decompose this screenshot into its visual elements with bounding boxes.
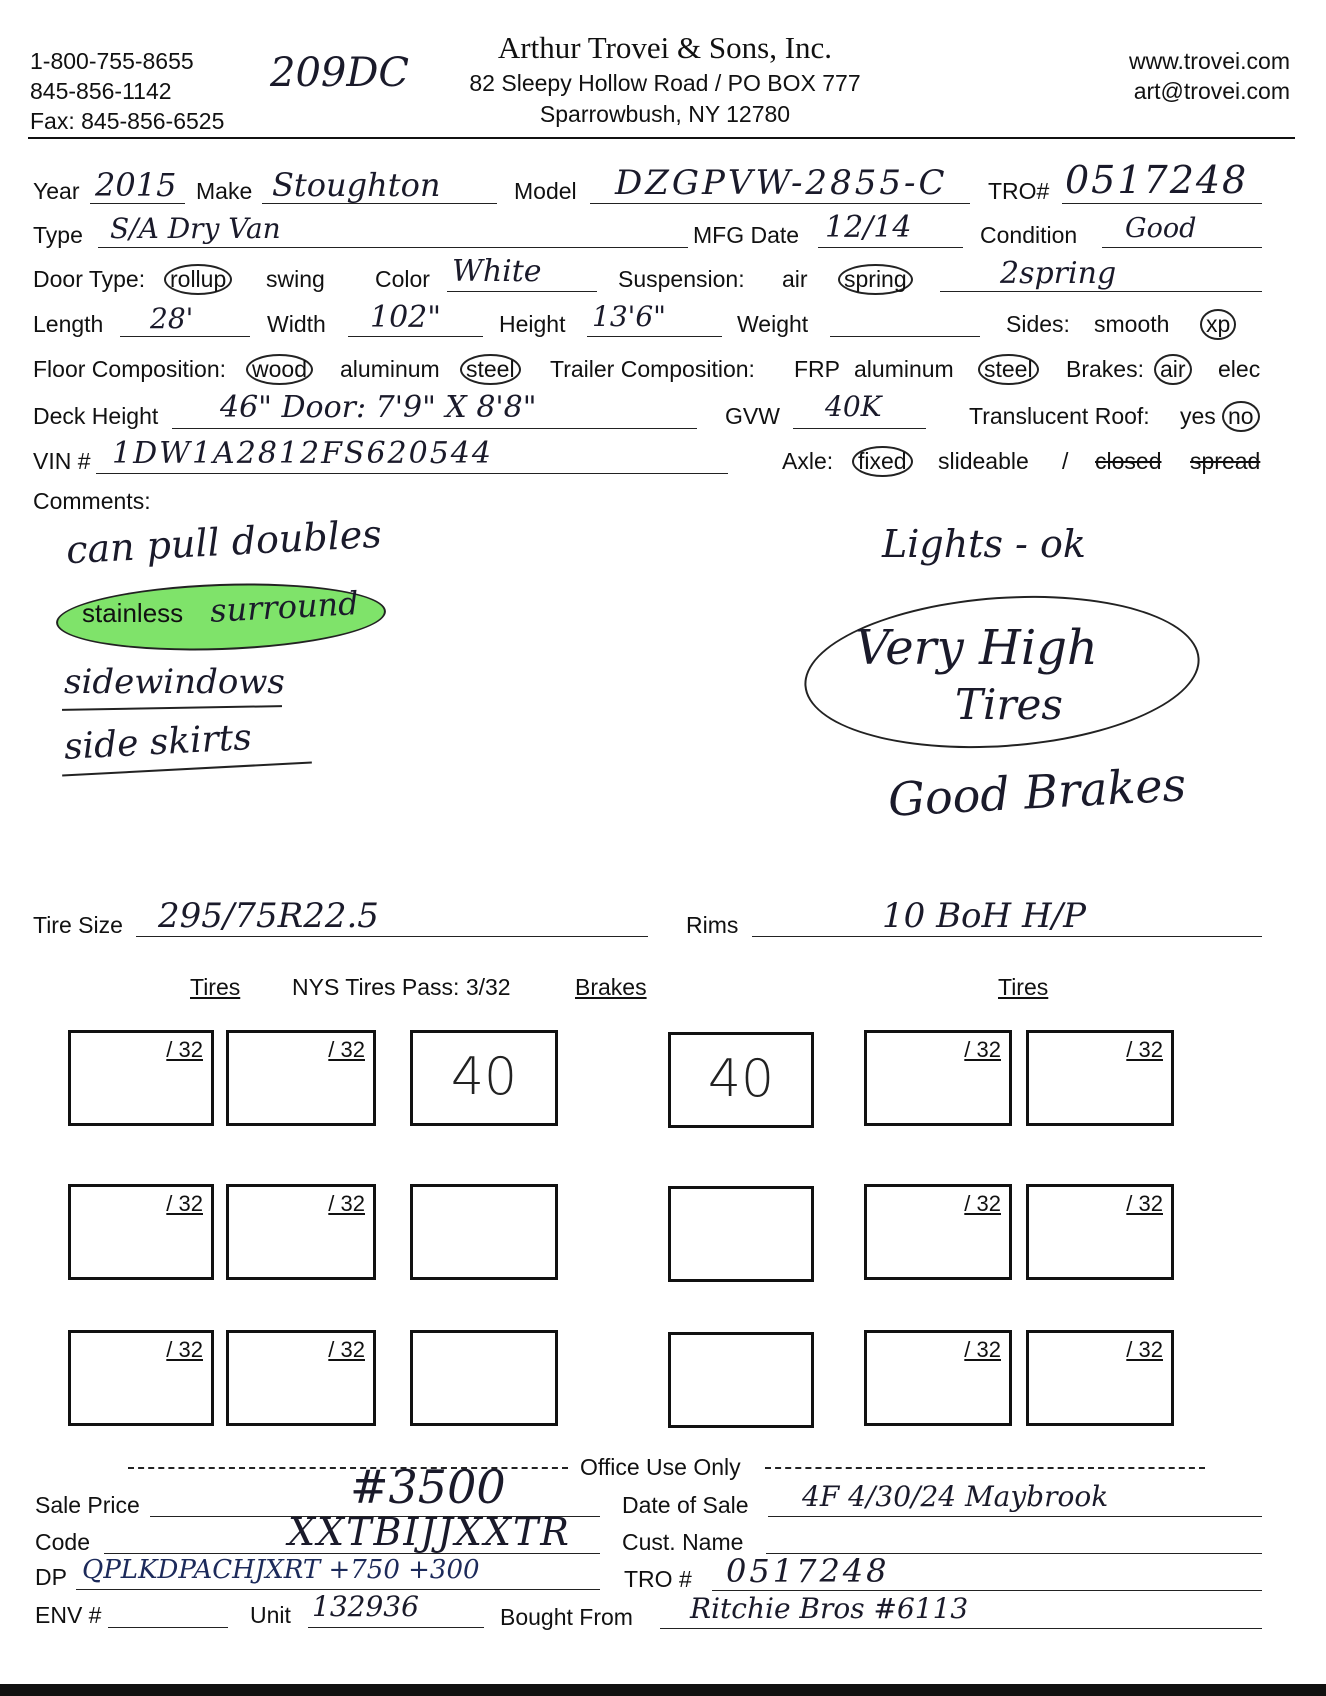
- trailer-comp-label: Trailer Composition:: [550, 356, 755, 382]
- tire-size-value: 295/75R22.5: [158, 896, 379, 936]
- axle-slideable-option: slideable: [938, 448, 1029, 474]
- tire-box-r2-4: / 32: [1026, 1184, 1174, 1280]
- tro-number-label: TRO #: [624, 1566, 692, 1592]
- model-label: Model: [514, 178, 577, 204]
- code-value: XXTBIJJXXTR: [288, 1510, 571, 1554]
- year-value: 2015: [95, 166, 177, 204]
- brake-box-r2-left: [410, 1184, 558, 1280]
- mfg-date-value: 12/14: [825, 210, 912, 245]
- bought-from-label: Bought From: [500, 1604, 633, 1630]
- width-label: Width: [267, 311, 326, 337]
- comment-side-skirts: side skirts: [63, 717, 253, 768]
- tro-value: 0517248: [1065, 158, 1249, 202]
- color-label: Color: [375, 266, 430, 292]
- condition-label: Condition: [980, 222, 1078, 248]
- comment-surround: surround: [209, 584, 360, 630]
- brakes-header: Brakes: [575, 974, 647, 1000]
- brakes-elec-option: elec: [1218, 356, 1261, 382]
- scan-edge: [0, 1684, 1326, 1696]
- brake-box-r1-left: [410, 1030, 558, 1126]
- brakes-air-option-circled: air: [1154, 354, 1192, 385]
- gvw-label: GVW: [725, 403, 780, 429]
- company-name: Arthur Trovei & Sons, Inc.: [497, 30, 833, 65]
- air-option: air: [782, 266, 808, 292]
- fax: Fax: 845-856-6525: [30, 108, 225, 134]
- brake-box-r3-left: [410, 1330, 558, 1426]
- brake-left-value: 40: [450, 1047, 518, 1107]
- weight-label: Weight: [737, 311, 809, 337]
- door-type-label: Door Type:: [33, 266, 146, 292]
- vin-value: 1DW1A2812FS620544: [112, 436, 493, 471]
- vin-label: VIN #: [33, 448, 91, 474]
- sides-label: Sides:: [1006, 311, 1070, 337]
- color-value: White: [452, 254, 542, 289]
- height-label: Height: [499, 311, 566, 337]
- axle-label: Axle:: [782, 448, 834, 474]
- tro-number-value: 0517248: [726, 1552, 890, 1590]
- swing-option: swing: [266, 266, 325, 292]
- frp-option: FRP: [794, 356, 840, 382]
- model-value: DZGPVW-2855-C: [615, 163, 948, 203]
- roof-yes-option: yes: [1180, 403, 1216, 429]
- suspension-note: 2spring: [1000, 256, 1117, 291]
- comment-tires: Tires: [955, 680, 1063, 729]
- year-label: Year: [33, 178, 80, 204]
- dp-label: DP: [35, 1564, 67, 1590]
- tire-box-r2-2: / 32: [226, 1184, 376, 1280]
- sale-price-label: Sale Price: [35, 1492, 140, 1518]
- length-label: Length: [33, 311, 104, 337]
- dp-value: QPLKDPACHJXRT +750 +300: [82, 1555, 480, 1585]
- rims-value: 10 BoH H/P: [882, 896, 1086, 936]
- office-divider-right: [765, 1467, 1205, 1469]
- width-value: 102": [370, 300, 442, 335]
- axle-closed-option-struck: closed: [1095, 448, 1162, 474]
- type-label: Type: [33, 222, 83, 248]
- floor-steel-option-circled: steel: [460, 354, 521, 385]
- tire-box-r1-1: / 32: [68, 1030, 214, 1126]
- suspension-label: Suspension:: [618, 266, 745, 292]
- tire-box-r1-3: / 32: [864, 1030, 1012, 1126]
- tires-left-header: Tires: [190, 974, 241, 1000]
- phone-2: 845-856-1142: [30, 78, 172, 104]
- trailer-steel-option-circled: steel: [978, 354, 1039, 385]
- translucent-roof-label: Translucent Roof:: [969, 403, 1150, 429]
- mfg-date-label: MFG Date: [693, 222, 800, 248]
- sale-price-value: #3500: [350, 1460, 506, 1514]
- comment-stainless: stainless: [82, 598, 184, 628]
- comment-lights-ok: Lights - ok: [882, 522, 1086, 566]
- handwritten-code: 209DC: [270, 50, 410, 96]
- brake-right-value: 40: [707, 1049, 775, 1109]
- condition-value: Good: [1125, 213, 1197, 244]
- axle-slash: /: [1062, 448, 1069, 474]
- tire-box-r3-1: / 32: [68, 1330, 214, 1426]
- cust-name-label: Cust. Name: [622, 1529, 744, 1555]
- height-value: 13'6": [592, 300, 667, 333]
- unit-value: 132936: [312, 1590, 419, 1623]
- header-divider: [28, 137, 1295, 139]
- comments-label: Comments:: [33, 488, 151, 514]
- rollup-option-circled: rollup: [164, 264, 232, 295]
- bought-from-value: Ritchie Bros #6113: [690, 1592, 969, 1625]
- tire-size-label: Tire Size: [33, 912, 123, 938]
- smooth-option: smooth: [1094, 311, 1170, 337]
- comment-can-pull-doubles: can pull doubles: [65, 511, 383, 573]
- tire-box-r3-3: / 32: [864, 1330, 1012, 1426]
- gvw-value: 40K: [825, 390, 882, 423]
- comment-good-brakes: Good Brakes: [886, 757, 1188, 827]
- brake-box-r1-right: [668, 1032, 814, 1128]
- env-label: ENV #: [35, 1602, 102, 1628]
- length-value: 28': [150, 302, 194, 335]
- nys-tires-pass: NYS Tires Pass: 3/32: [292, 974, 511, 1000]
- tires-right-header: Tires: [998, 974, 1049, 1000]
- brake-box-r3-right: [668, 1332, 814, 1428]
- make-value: Stoughton: [272, 166, 441, 204]
- floor-aluminum-option: aluminum: [340, 356, 440, 382]
- tire-box-r2-1: / 32: [68, 1184, 214, 1280]
- rims-label: Rims: [686, 912, 739, 938]
- address-line-1: 82 Sleepy Hollow Road / PO BOX 777: [469, 70, 861, 96]
- deck-height-label: Deck Height: [33, 403, 159, 429]
- tire-box-r2-3: / 32: [864, 1184, 1012, 1280]
- tro-label: TRO#: [988, 178, 1050, 204]
- comment-sidewindows: sidewindows: [64, 662, 285, 702]
- make-label: Make: [196, 178, 253, 204]
- trailer-aluminum-option: aluminum: [854, 356, 954, 382]
- phone-1: 1-800-755-8655: [30, 48, 194, 74]
- comment-very-high: Very High: [855, 620, 1098, 676]
- wood-option-circled: wood: [246, 354, 313, 385]
- xp-option-circled: xp: [1200, 309, 1236, 340]
- date-of-sale-label: Date of Sale: [622, 1492, 749, 1518]
- email: art@trovei.com: [1133, 78, 1290, 104]
- spring-option-circled: spring: [838, 264, 913, 295]
- unit-label: Unit: [250, 1602, 291, 1628]
- floor-comp-label: Floor Composition:: [33, 356, 227, 382]
- code-label: Code: [35, 1529, 90, 1555]
- tire-box-r1-2: / 32: [226, 1030, 376, 1126]
- office-use-only-label: Office Use Only: [580, 1454, 741, 1480]
- tire-box-r1-4: / 32: [1026, 1030, 1174, 1126]
- axle-fixed-option-circled: fixed: [852, 446, 913, 477]
- brakes-label: Brakes:: [1066, 356, 1144, 382]
- date-of-sale-value: 4F 4/30/24 Maybrook: [802, 1480, 1109, 1513]
- tire-box-r3-4: / 32: [1026, 1330, 1174, 1426]
- website: www.trovei.com: [1128, 48, 1290, 74]
- deck-height-value: 46" Door: 7'9" X 8'8": [220, 390, 537, 425]
- brake-box-r2-right: [668, 1186, 814, 1282]
- address-line-2: Sparrowbush, NY 12780: [539, 101, 791, 127]
- roof-no-option-circled: no: [1222, 401, 1260, 432]
- type-value: S/A Dry Van: [110, 212, 281, 245]
- tire-box-r3-2: / 32: [226, 1330, 376, 1426]
- axle-spread-option-struck: spread: [1190, 448, 1261, 474]
